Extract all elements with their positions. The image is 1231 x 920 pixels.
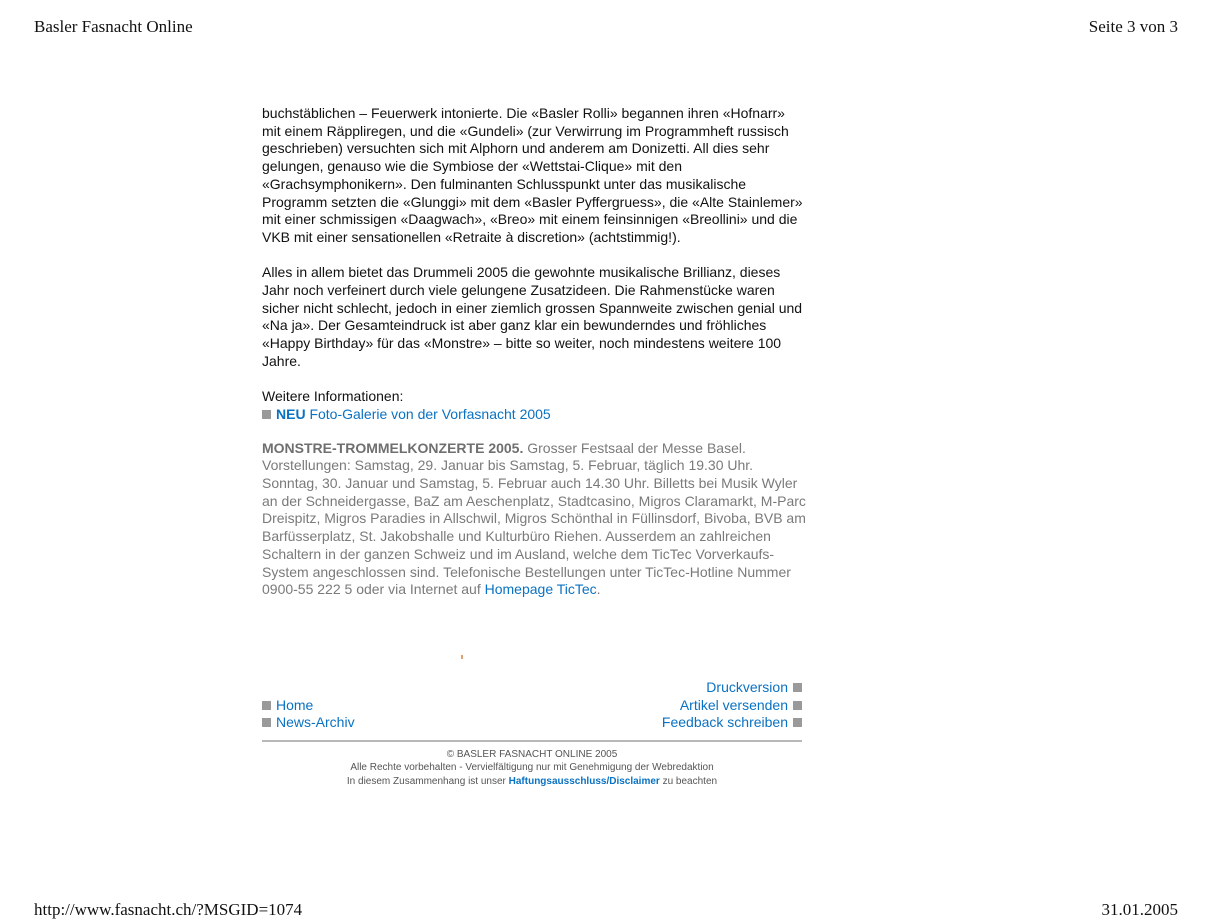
photo-gallery-link[interactable]: Foto-Galerie von der Vorfasnacht 2005 (309, 405, 551, 422)
concert-info (262, 440, 807, 599)
concert-headline: MONSTRE-TROMMELKONZERTE 2005. (262, 439, 524, 456)
nav-archive[interactable] (262, 714, 355, 732)
scan-speck (461, 655, 463, 659)
print-header-site-title: Basler Fasnacht Online (34, 17, 193, 36)
bullet-square-icon (262, 718, 271, 727)
print-footer-url: http://www.fasnacht.ch/?MSGID=1074 (34, 900, 303, 919)
nav-print[interactable] (662, 679, 802, 697)
print-version-link[interactable]: Druckversion (706, 679, 788, 695)
send-article-link[interactable]: Artikel versenden (679, 696, 788, 713)
article-paragraph: Alles in allem bietet das Drummeli 2005 die gewohnte musikalische Brillianz, dieses Jahr noch verfeinert durch viele gelungene Zusatzideen. Die Rahmenstücke waren sicher nicht schlecht, jedoch in einer ziemlich grossen Spannweite zwischen genial und «Na ja». Der Gesamteindruck ist aber ganz klar ein bewunderndes und fröhliches «Happy Birthday» für das «Monstre» – bitte so weiter, noch mindestens weitere 100 Jahre. (262, 264, 803, 369)
article-content (262, 105, 807, 599)
disclaimer-prefix: In diesem Zusammenhang ist unser (346, 775, 506, 787)
gallery-link-row[interactable] (262, 406, 807, 424)
rights-line: Alle Rechte vorbehalten - Vervielfältigung nur mit Genehmigung der Webredaktion (350, 762, 714, 774)
further-info (262, 388, 807, 423)
print-footer-date: 31.01.2005 (1101, 900, 1178, 919)
bullet-square-icon (262, 701, 271, 710)
bullet-square-icon (793, 683, 802, 692)
article-paragraph: buchstäblichen – Feuerwerk intonierte. Die «Basler Rolli» begannen ihren «Hofnarr» mit einem Räppliregen, und die «Gundeli» (zur Verwirrung im Programmheft russisch geschrieben) versuchten sich mit Alphorn und anderem am Donizetti. All dies sehr gelungen, genauso wie die Symbiose der «Wettstai-Clique» mit den «Grachsymphonikern». Den fulminanten Schlusspunkt unter das musikalische Programm setzten die «Glunggi» mit dem «Basler Pyffergruess», die «Alte Stainlemer» mit einer schmissigen «Daagwach», «Breo» mit einem feinsinnigen «Breollini» und die VKB mit einer sensationellen «Retraite à discretion» (achtstimmig!). (262, 105, 803, 245)
footer-navigation (262, 679, 802, 735)
bullet-square-icon (793, 718, 802, 727)
new-badge[interactable]: NEU (276, 405, 306, 422)
copyright-block (262, 748, 802, 788)
tictec-homepage-link[interactable]: Homepage TicTec (484, 581, 597, 598)
nav-home[interactable] (262, 697, 355, 715)
nav-send[interactable] (662, 697, 802, 715)
print-header-page-count: Seite 3 von 3 (1088, 17, 1178, 36)
feedback-link[interactable]: Feedback schreiben (661, 714, 788, 731)
copyright-line: © BASLER FASNACHT ONLINE 2005 (446, 749, 618, 760)
nav-feedback[interactable] (662, 714, 802, 732)
divider (262, 740, 802, 742)
bullet-square-icon (793, 701, 802, 710)
nav-left (262, 697, 355, 732)
disclaimer-suffix: zu beachten (662, 775, 718, 787)
further-info-label: Weitere Informationen: (262, 388, 404, 405)
concert-text-end: . (596, 581, 601, 598)
bullet-square-icon (262, 410, 271, 419)
news-archive-link[interactable]: News-Archiv (276, 714, 355, 731)
nav-right (662, 679, 802, 732)
disclaimer-link[interactable]: Haftungsausschluss/Disclaimer (508, 775, 660, 787)
home-link[interactable]: Home (276, 696, 314, 713)
concert-text: Grosser Festsaal der Messe Basel. Vorstellungen: Samstag, 29. Januar bis Samstag, 5. Februar, täglich 19.30 Uhr. Sonntag, 30. Januar und Samstag, 5. Februar auch 14.30 Uhr. Billetts bei Musik Wyler an der Schneidergasse, BaZ am Aeschenplatz, Stadtcasino, Migros Claramarkt, M-Parc Dreispitz, Migros Paradies in Allschwil, Migros Schönthal in Füllinsdorf, Bivoba, BVB am Barfüsserplatz, St. Jakobshalle und Kulturbüro Riehen. Ausserdem an zahlreichen Schaltern in der ganzen Schweiz und im Ausland, welche dem TicTec Vorverkaufs-System angeschlossen sind. Telefonische Bestellungen unter TicTec-Hotline Nummer 0900-55 222 5 oder via Internet auf (262, 439, 806, 598)
disclaimer-line (262, 775, 802, 788)
